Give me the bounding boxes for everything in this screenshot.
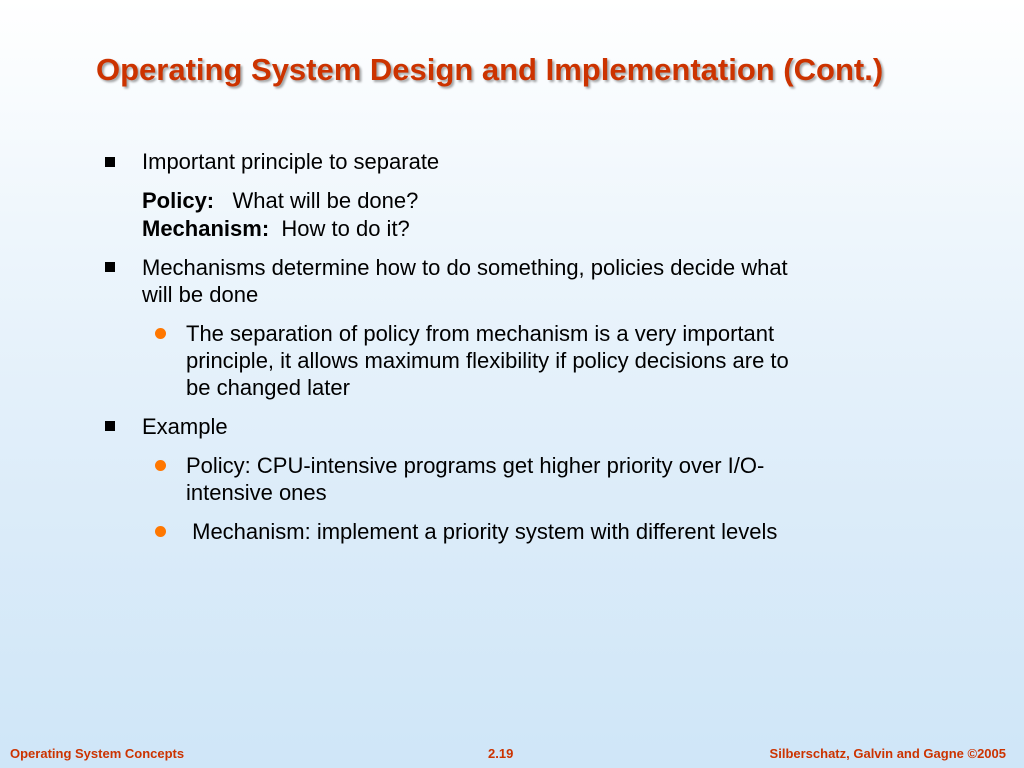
policy-description: What will be done? xyxy=(232,188,419,213)
mechanism-line xyxy=(142,215,410,242)
sub-bullet-text-line: The separation of policy from mechanism is a very important xyxy=(186,321,775,346)
circle-bullet-icon xyxy=(155,328,166,339)
bullet-text-line: Mechanisms determine how to do something, policies decide what xyxy=(142,255,788,280)
spacer xyxy=(214,188,232,213)
circle-bullet-icon xyxy=(155,526,166,537)
policy-line xyxy=(142,187,418,214)
square-bullet-icon xyxy=(105,421,115,431)
mechanism-label: Mechanism: xyxy=(142,216,270,241)
square-bullet-icon xyxy=(105,262,115,272)
spacer xyxy=(269,216,281,241)
sub-bullet-text-line: Policy: CPU-intensive programs get higher priority over I/O- xyxy=(186,453,765,478)
sub-bullet-text: Mechanism: implement a priority system with different levels xyxy=(186,519,778,544)
footer-right: Silberschatz, Galvin and Gagne ©2005 xyxy=(769,746,1006,761)
mechanism-description: How to do it? xyxy=(281,216,410,241)
circle-bullet-icon xyxy=(155,460,166,471)
bullet-text: Example xyxy=(142,414,228,439)
footer-page-number: 2.19 xyxy=(488,746,514,761)
policy-label: Policy: xyxy=(142,188,215,213)
bullet-text: Important principle to separate xyxy=(142,149,440,174)
footer-left: Operating System Concepts xyxy=(10,746,185,761)
sub-bullet-text-line: intensive ones xyxy=(186,480,327,505)
sub-bullet-text-line: principle, it allows maximum flexibility if policy decisions are to xyxy=(186,348,789,373)
square-bullet-icon xyxy=(105,157,115,167)
bullet-text-line: will be done xyxy=(142,282,259,307)
sub-bullet-text-line: be changed later xyxy=(186,375,350,400)
slide-title: Operating System Design and Implementation (Cont.) xyxy=(96,52,884,87)
